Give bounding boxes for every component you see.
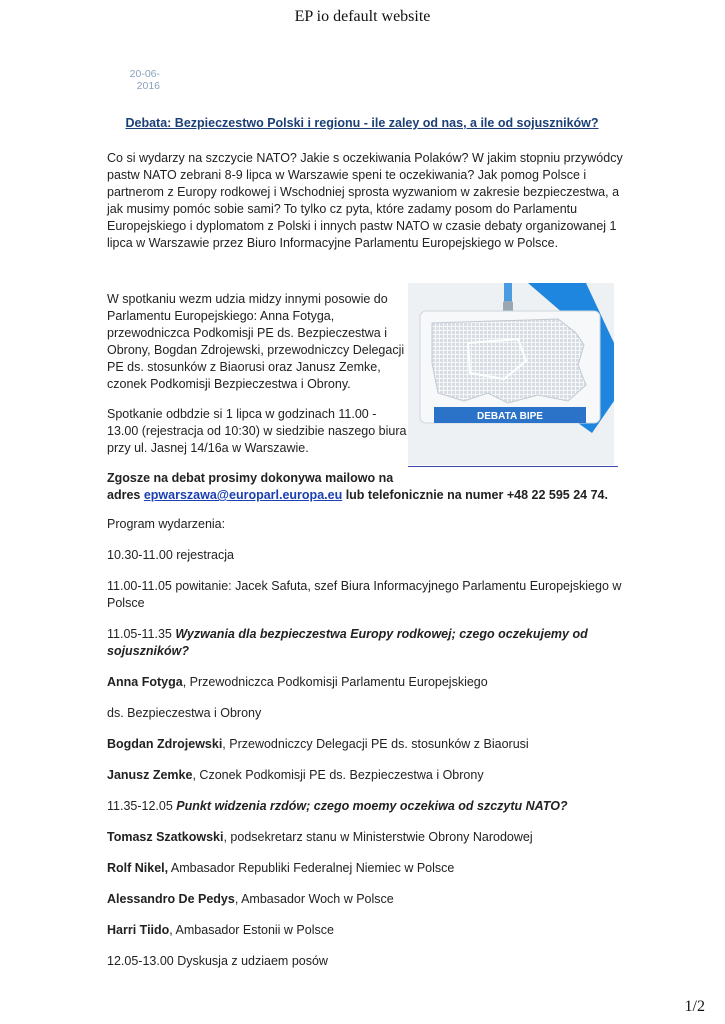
panel1-time: 11.05-11.35 bbox=[107, 627, 172, 641]
site-title: EP io default website bbox=[294, 8, 431, 25]
speaker-name: Rolf Nikel, bbox=[107, 861, 169, 875]
speaker-role: , podsekretarz stanu w Ministerstwie Obrony Narodowej bbox=[223, 830, 533, 844]
program-heading: Program wydarzenia: bbox=[107, 517, 226, 531]
registration-paragraph bbox=[107, 470, 627, 504]
speaker-name: Janusz Zemke bbox=[107, 768, 193, 782]
participants-paragraph: W spotkaniu wezm udzia midzy innymi posowie do Parlamentu Europejskiego: Anna Fotyga, przewodniczca Podkomisji PE ds. Bezpieczestwa i Obrony, Bogdan Zdrojewski, przewodniczcy Delegacji PE ds. stosunków z Biaorusi oraz Janusz Zemke, czonek Podkomisji Bezpieczestwa i Obrony. bbox=[107, 292, 405, 391]
speaker-name: Alessandro De Pedys bbox=[107, 892, 235, 906]
image-underline bbox=[408, 466, 618, 467]
program-welcome: 11.00-11.05 powitanie: Jacek Safuta, szef Biura Informacyjnego Parlamentu Europejskiego w Polsce bbox=[107, 579, 622, 610]
article-title[interactable]: Debata: Bezpieczestwo Polski i regionu - ile zaley od nas, a ile od sojuszników? bbox=[125, 116, 599, 130]
registration-prefix: adres bbox=[107, 488, 141, 502]
speaker-role: , Ambasador Woch w Polsce bbox=[234, 892, 394, 906]
speaker-tomasz-szatkowski bbox=[107, 829, 627, 846]
registration-line1: Zgosze na debat prosimy dokonywa mailowo na bbox=[107, 471, 394, 485]
speaker-bogdan-zdrojewski bbox=[107, 736, 627, 753]
speaker-harri-tiido bbox=[107, 922, 627, 939]
speaker-name: Harri Tiido bbox=[107, 923, 170, 937]
speaker-name: Tomasz Szatkowski bbox=[107, 830, 224, 844]
speaker-role: Ambasador Republiki Federalnej Niemiec w Polsce bbox=[168, 861, 455, 875]
meeting-paragraph: Spotkanie odbdzie si 1 lipca w godzinach 11.00 - 13.00 (rejestracja od 10:30) w siedzibie naszego biura przy ul. Jasnej 14/16a w Warszawie. bbox=[107, 407, 407, 455]
panel2-time: 11.35-12.05 bbox=[107, 799, 173, 813]
date-line-2: 2016 bbox=[136, 80, 160, 92]
program-panel1 bbox=[107, 626, 627, 660]
registration-suffix: lub telefonicznie na numer +48 22 595 24 74. bbox=[345, 488, 608, 502]
program-registration: 10.30-11.00 rejestracja bbox=[107, 548, 234, 562]
debate-badge-image bbox=[408, 283, 614, 465]
badge-label: DEBATA BIPE bbox=[477, 411, 543, 422]
speaker-anna-fotyga-role-cont: ds. Bezpieczestwa i Obrony bbox=[107, 706, 262, 720]
speaker-role: , Przewodniczcy Delegacji PE ds. stosunków z Biaorusi bbox=[222, 737, 529, 751]
speaker-name: Bogdan Zdrojewski bbox=[107, 737, 223, 751]
speaker-anna-fotyga bbox=[107, 674, 627, 691]
speaker-role: , Czonek Podkomisji PE ds. Bezpieczestwa i Obrony bbox=[192, 768, 484, 782]
intro-paragraph: Co si wydarzy na szczycie NATO? Jakie s oczekiwania Polaków? W jakim stopniu przywódcy pastw NATO zebrani 8-9 lipca w Warszawie speni te oczekiwania? Jak pomog Polsce i partnerom z Europy rodkowej i Wschodniej sprosta wyzwaniom w zakresie bezpieczestwa, a jak musimy pomóc sobie sami? To tylko cz pyta, które zadamy posom do Parlamentu Europejskiego i dyplomatom z Polski i innych pastw NATO w czasie debaty organizowanej 1 lipca w Warszawie przez Biuro Informacyjne Parlamentu Europejskiego w Polsce. bbox=[107, 151, 623, 250]
speaker-role: , Przewodniczca Podkomisji Parlamentu Europejskiego bbox=[182, 675, 488, 689]
speaker-janusz-zemke bbox=[107, 767, 627, 784]
program-panel2 bbox=[107, 798, 627, 815]
badge-illustration bbox=[408, 283, 614, 465]
panel2-title: Punkt widzenia rzdów; czego moemy oczekiwa od szczytu NATO? bbox=[176, 799, 568, 813]
speaker-alessandro-de-pedys bbox=[107, 891, 627, 908]
panel1-title: Wyzwania dla bezpieczestwa Europy rodkowej; czego oczekujemy od sojuszników? bbox=[107, 627, 588, 658]
speaker-name: Anna Fotyga bbox=[107, 675, 183, 689]
article-date bbox=[120, 68, 160, 92]
date-line-1: 20-06- bbox=[129, 68, 160, 80]
page-number: 1/2 bbox=[684, 998, 705, 1015]
speaker-role: , Ambasador Estonii w Polsce bbox=[169, 923, 334, 937]
email-link[interactable]: epwarszawa@europarl.europa.eu bbox=[143, 488, 343, 502]
program-discussion: 12.05-13.00 Dyskusja z udziaem posów bbox=[107, 954, 328, 968]
speaker-rolf-nikel bbox=[107, 860, 627, 877]
